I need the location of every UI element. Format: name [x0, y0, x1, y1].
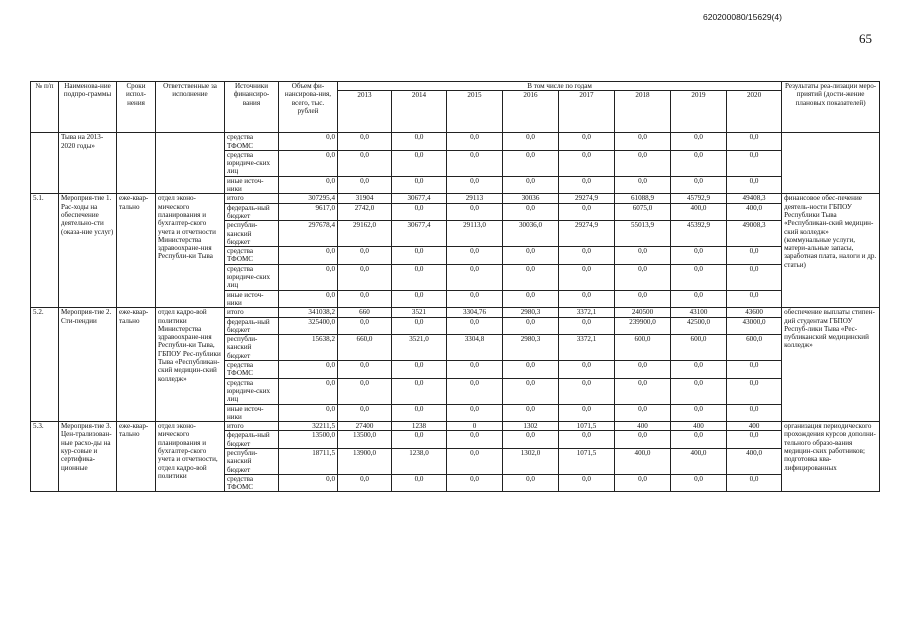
year-amount: 0: [447, 422, 503, 431]
responsible-party: отдел эконо-мического планирования и бухгалтер-ского учета и отчетности Министерства здравоохране-ния Республи-ки Тыва: [156, 194, 225, 308]
expected-result: финансовое обес-печение деятель-ности ГБПОУ Республики Тыва «Республикан-ский медицин-ский колледж» (коммунальные услуги, матери-альные запасы, заработная плата, налоги и др. статьи): [782, 194, 880, 308]
funding-source: средства юридиче-ских лиц: [225, 264, 279, 290]
year-amount: 43600: [727, 308, 782, 317]
year-amount: 29274,9: [559, 221, 615, 247]
responsible-party: отдел кадро-вой политики Министерства здравоохране-ния Республи-ки Тыва, ГБПОУ Рес-публики Тыва «Республикан-ский медицин-ский колледж»: [156, 308, 225, 422]
header-sources: Источники финансиро-вания: [225, 82, 279, 133]
year-amount: 400,0: [615, 448, 671, 474]
year-amount: 0,0: [727, 150, 782, 176]
year-amount: 0,0: [671, 264, 727, 290]
year-amount: 3372,1: [559, 308, 615, 317]
funding-source: республи-канский бюджет: [225, 335, 279, 361]
year-amount: 0,0: [447, 474, 503, 492]
total-amount: 0,0: [279, 133, 338, 151]
year-amount: 0,0: [392, 290, 447, 308]
table-row: [31, 133, 880, 151]
year-amount: 0,0: [447, 361, 503, 379]
year-amount: 0,0: [559, 133, 615, 151]
total-amount: 0,0: [279, 176, 338, 194]
total-amount: 0,0: [279, 150, 338, 176]
year-amount: 400,0: [727, 448, 782, 474]
header-year: 2014: [392, 91, 447, 133]
header-year: 2017: [559, 91, 615, 133]
year-amount: 0,0: [671, 290, 727, 308]
year-amount: 49408,3: [727, 194, 782, 203]
funding-source: федераль-ный бюджет: [225, 431, 279, 449]
year-amount: 0,0: [615, 361, 671, 379]
year-amount: 0,0: [671, 133, 727, 151]
responsible-party: [156, 133, 225, 194]
year-amount: 0,0: [615, 247, 671, 265]
year-amount: 1238,0: [392, 448, 447, 474]
year-amount: 0,0: [671, 378, 727, 404]
subprogram-name: Тыва на 2013-2020 годы»: [59, 133, 117, 194]
funding-source: средства юридиче-ских лиц: [225, 150, 279, 176]
year-amount: 0,0: [447, 203, 503, 221]
year-amount: 0,0: [615, 290, 671, 308]
year-amount: 0,0: [615, 378, 671, 404]
year-amount: 0,0: [447, 133, 503, 151]
year-amount: 1302: [503, 422, 559, 431]
year-amount: 13500,0: [338, 431, 392, 449]
year-amount: 0,0: [559, 404, 615, 422]
year-amount: 0,0: [392, 203, 447, 221]
year-amount: 42500,0: [671, 317, 727, 335]
year-amount: 0,0: [559, 203, 615, 221]
year-amount: 0,0: [727, 431, 782, 449]
subprogram-name: Мероприя-тие 3. Цен-трализован-ные расхо-ды на кур-совые и сертифика-ционные: [59, 422, 117, 492]
year-amount: 600,0: [727, 335, 782, 361]
year-amount: 0,0: [727, 404, 782, 422]
expected-result: организация периодического прохождения курсов дополни-тельного образо-вания медицин-ских работников; подготовка ква-лифицированных: [782, 422, 880, 492]
year-amount: 29162,0: [338, 221, 392, 247]
year-amount: 400: [727, 422, 782, 431]
year-amount: 2980,3: [503, 308, 559, 317]
year-amount: 45792,9: [671, 194, 727, 203]
year-amount: 49008,3: [727, 221, 782, 247]
total-amount: 32211,5: [279, 422, 338, 431]
year-amount: 1302,0: [503, 448, 559, 474]
funding-source: республи-канский бюджет: [225, 221, 279, 247]
year-amount: 240500: [615, 308, 671, 317]
year-amount: 0,0: [503, 361, 559, 379]
header-terms: Сроки испол-нения: [117, 82, 156, 133]
year-amount: 660,0: [338, 335, 392, 361]
funding-source: республи-канский бюджет: [225, 448, 279, 474]
year-amount: 0,0: [447, 176, 503, 194]
year-amount: 3304,8: [447, 335, 503, 361]
funding-source: средства ТФОМС: [225, 247, 279, 265]
year-amount: 43100: [671, 308, 727, 317]
row-number: 5.3.: [31, 422, 59, 492]
total-amount: 297678,4: [279, 221, 338, 247]
year-amount: 45392,9: [671, 221, 727, 247]
year-amount: 600,0: [671, 335, 727, 361]
year-amount: 0,0: [671, 247, 727, 265]
year-amount: 0,0: [338, 290, 392, 308]
year-amount: 0,0: [338, 264, 392, 290]
year-amount: 0,0: [338, 361, 392, 379]
funding-source: средства ТФОМС: [225, 474, 279, 492]
year-amount: 29113,0: [447, 221, 503, 247]
year-amount: 6075,0: [615, 203, 671, 221]
year-amount: 0,0: [559, 474, 615, 492]
year-amount: 660: [338, 308, 392, 317]
year-amount: 2980,3: [503, 335, 559, 361]
year-amount: 0,0: [503, 431, 559, 449]
year-amount: 0,0: [559, 290, 615, 308]
total-amount: 0,0: [279, 474, 338, 492]
year-amount: 0,0: [727, 474, 782, 492]
year-amount: 0,0: [447, 448, 503, 474]
table-row: [31, 308, 880, 317]
year-amount: 0,0: [727, 361, 782, 379]
year-amount: 0,0: [503, 404, 559, 422]
header-year: 2016: [503, 91, 559, 133]
year-amount: 43000,0: [727, 317, 782, 335]
header-num: № п/п: [31, 82, 59, 133]
year-amount: 0,0: [503, 247, 559, 265]
funding-source: итого: [225, 308, 279, 317]
year-amount: 1238: [392, 422, 447, 431]
year-amount: 0,0: [392, 264, 447, 290]
year-amount: 0,0: [559, 317, 615, 335]
year-amount: 0,0: [671, 474, 727, 492]
year-amount: 0,0: [447, 431, 503, 449]
year-amount: 0,0: [615, 474, 671, 492]
subprogram-name: Мероприя-тие 2. Сти-пендии: [59, 308, 117, 422]
total-amount: 9617,0: [279, 203, 338, 221]
subprogram-name: Мероприя-тие 1. Рас-ходы на обеспечение деятельно-сти (оказа-ние услуг): [59, 194, 117, 308]
year-amount: 0,0: [671, 150, 727, 176]
total-amount: 18711,5: [279, 448, 338, 474]
year-amount: 0,0: [392, 361, 447, 379]
funding-source: итого: [225, 194, 279, 203]
total-amount: 0,0: [279, 378, 338, 404]
header-year: 2020: [727, 91, 782, 133]
year-amount: 0,0: [615, 404, 671, 422]
year-amount: 0,0: [392, 176, 447, 194]
table-header: [31, 82, 880, 133]
document-number: 620200080/15629(4): [703, 12, 782, 22]
total-amount: 15638,2: [279, 335, 338, 361]
year-amount: 0,0: [392, 404, 447, 422]
total-amount: 13500,0: [279, 431, 338, 449]
funding-source: средства юридиче-ских лиц: [225, 378, 279, 404]
execution-terms: еже-квар-тально: [117, 308, 156, 422]
year-amount: 0,0: [447, 317, 503, 335]
year-amount: 3521,0: [392, 335, 447, 361]
year-amount: 30677,4: [392, 221, 447, 247]
year-amount: 3372,1: [559, 335, 615, 361]
funding-source: иные источ-ники: [225, 290, 279, 308]
year-amount: 0,0: [559, 361, 615, 379]
funding-source: итого: [225, 422, 279, 431]
year-amount: 0,0: [615, 150, 671, 176]
year-amount: 0,0: [503, 264, 559, 290]
year-amount: 0,0: [727, 264, 782, 290]
year-amount: 0,0: [727, 247, 782, 265]
total-amount: 325400,0: [279, 317, 338, 335]
header-year: 2015: [447, 91, 503, 133]
year-amount: 0,0: [615, 176, 671, 194]
year-amount: 0,0: [671, 404, 727, 422]
year-amount: 0,0: [447, 378, 503, 404]
header-results: Результаты реа-лизации меро-приятий (дости-жение плановых показателей): [782, 82, 880, 133]
year-amount: 0,0: [338, 133, 392, 151]
year-amount: 400,0: [727, 203, 782, 221]
header-responsible: Ответственные за исполнение: [156, 82, 225, 133]
year-amount: 55013,9: [615, 221, 671, 247]
header-year: 2019: [671, 91, 727, 133]
year-amount: 1071,5: [559, 422, 615, 431]
year-amount: 400,0: [671, 203, 727, 221]
year-amount: 400: [615, 422, 671, 431]
year-amount: 0,0: [727, 378, 782, 404]
funding-source: средства ТФОМС: [225, 133, 279, 151]
execution-terms: еже-квар-тально: [117, 422, 156, 492]
row-number: [31, 133, 59, 194]
year-amount: 3521: [392, 308, 447, 317]
year-amount: 400,0: [671, 448, 727, 474]
program-financing-table: [30, 81, 880, 492]
responsible-party: отдел эконо-мического планирования и бухгалтер-ского учета и отчетности, отдел кадро-вой политики: [156, 422, 225, 492]
year-amount: 0,0: [615, 264, 671, 290]
year-amount: 31904: [338, 194, 392, 203]
year-amount: 61088,9: [615, 194, 671, 203]
year-amount: 0,0: [727, 133, 782, 151]
year-amount: 0,0: [338, 247, 392, 265]
funding-source: средства ТФОМС: [225, 361, 279, 379]
year-amount: 0,0: [671, 361, 727, 379]
year-amount: 0,0: [392, 431, 447, 449]
table-body: [31, 133, 880, 492]
year-amount: 0,0: [447, 247, 503, 265]
year-amount: 0,0: [392, 474, 447, 492]
year-amount: 0,0: [338, 150, 392, 176]
year-amount: 0,0: [559, 264, 615, 290]
year-amount: 27400: [338, 422, 392, 431]
table-row: [31, 422, 880, 431]
page-number: 65: [859, 31, 872, 46]
year-amount: 30036,0: [503, 221, 559, 247]
year-amount: 0,0: [559, 176, 615, 194]
year-amount: 0,0: [503, 317, 559, 335]
total-amount: 307295,4: [279, 194, 338, 203]
year-amount: 2742,0: [338, 203, 392, 221]
year-amount: 0,0: [447, 264, 503, 290]
year-amount: 0,0: [447, 150, 503, 176]
year-amount: 13900,0: [338, 448, 392, 474]
year-amount: 0,0: [559, 247, 615, 265]
year-amount: 29274,9: [559, 194, 615, 203]
year-amount: 0,0: [338, 378, 392, 404]
year-amount: 0,0: [392, 150, 447, 176]
year-amount: 0,0: [503, 133, 559, 151]
year-amount: 3304,76: [447, 308, 503, 317]
year-amount: 0,0: [615, 431, 671, 449]
header-volume: Объем фи-нансирова-ния, всего, тыс. рублей: [279, 82, 338, 133]
year-amount: 0,0: [671, 176, 727, 194]
total-amount: 0,0: [279, 404, 338, 422]
year-amount: 0,0: [503, 150, 559, 176]
year-amount: 0,0: [392, 247, 447, 265]
header-by-years: В том числе по годам: [338, 82, 782, 91]
expected-result: [782, 133, 880, 194]
year-amount: 0,0: [727, 290, 782, 308]
year-amount: 0,0: [559, 150, 615, 176]
year-amount: 0,0: [392, 317, 447, 335]
table-row: [31, 194, 880, 203]
year-amount: 29113: [447, 194, 503, 203]
year-amount: 0,0: [338, 404, 392, 422]
year-amount: 1071,5: [559, 448, 615, 474]
total-amount: 0,0: [279, 290, 338, 308]
year-amount: 0,0: [392, 133, 447, 151]
year-amount: 0,0: [338, 317, 392, 335]
year-amount: 0,0: [615, 133, 671, 151]
year-amount: 0,0: [559, 378, 615, 404]
year-amount: 0,0: [559, 431, 615, 449]
header-name: Наименова-ние подпро-граммы: [59, 82, 117, 133]
total-amount: 0,0: [279, 361, 338, 379]
year-amount: 0,0: [671, 431, 727, 449]
row-number: 5.1.: [31, 194, 59, 308]
year-amount: 0,0: [338, 176, 392, 194]
row-number: 5.2.: [31, 308, 59, 422]
year-amount: 239900,0: [615, 317, 671, 335]
header-year: 2018: [615, 91, 671, 133]
expected-result: обеспечение выплаты стипен-дий студентам ГБПОУ Респуб-лики Тыва «Рес-публиканский медицинский колледж»: [782, 308, 880, 422]
total-amount: 341038,2: [279, 308, 338, 317]
total-amount: 0,0: [279, 264, 338, 290]
year-amount: 0,0: [392, 378, 447, 404]
year-amount: 0,0: [503, 474, 559, 492]
year-amount: 0,0: [503, 378, 559, 404]
funding-source: иные источ-ники: [225, 176, 279, 194]
year-amount: 600,0: [615, 335, 671, 361]
year-amount: 0,0: [503, 176, 559, 194]
header-year: 2013: [338, 91, 392, 133]
year-amount: 0,0: [447, 290, 503, 308]
year-amount: 400: [671, 422, 727, 431]
total-amount: 0,0: [279, 247, 338, 265]
funding-source: федераль-ный бюджет: [225, 203, 279, 221]
year-amount: 0,0: [338, 474, 392, 492]
year-amount: 0,0: [447, 404, 503, 422]
year-amount: 30677,4: [392, 194, 447, 203]
year-amount: 0,0: [503, 290, 559, 308]
year-amount: 0,0: [503, 203, 559, 221]
year-amount: 30036: [503, 194, 559, 203]
funding-source: иные источ-ники: [225, 404, 279, 422]
funding-source: федераль-ный бюджет: [225, 317, 279, 335]
year-amount: 0,0: [727, 176, 782, 194]
execution-terms: [117, 133, 156, 194]
execution-terms: еже-квар-тально: [117, 194, 156, 308]
